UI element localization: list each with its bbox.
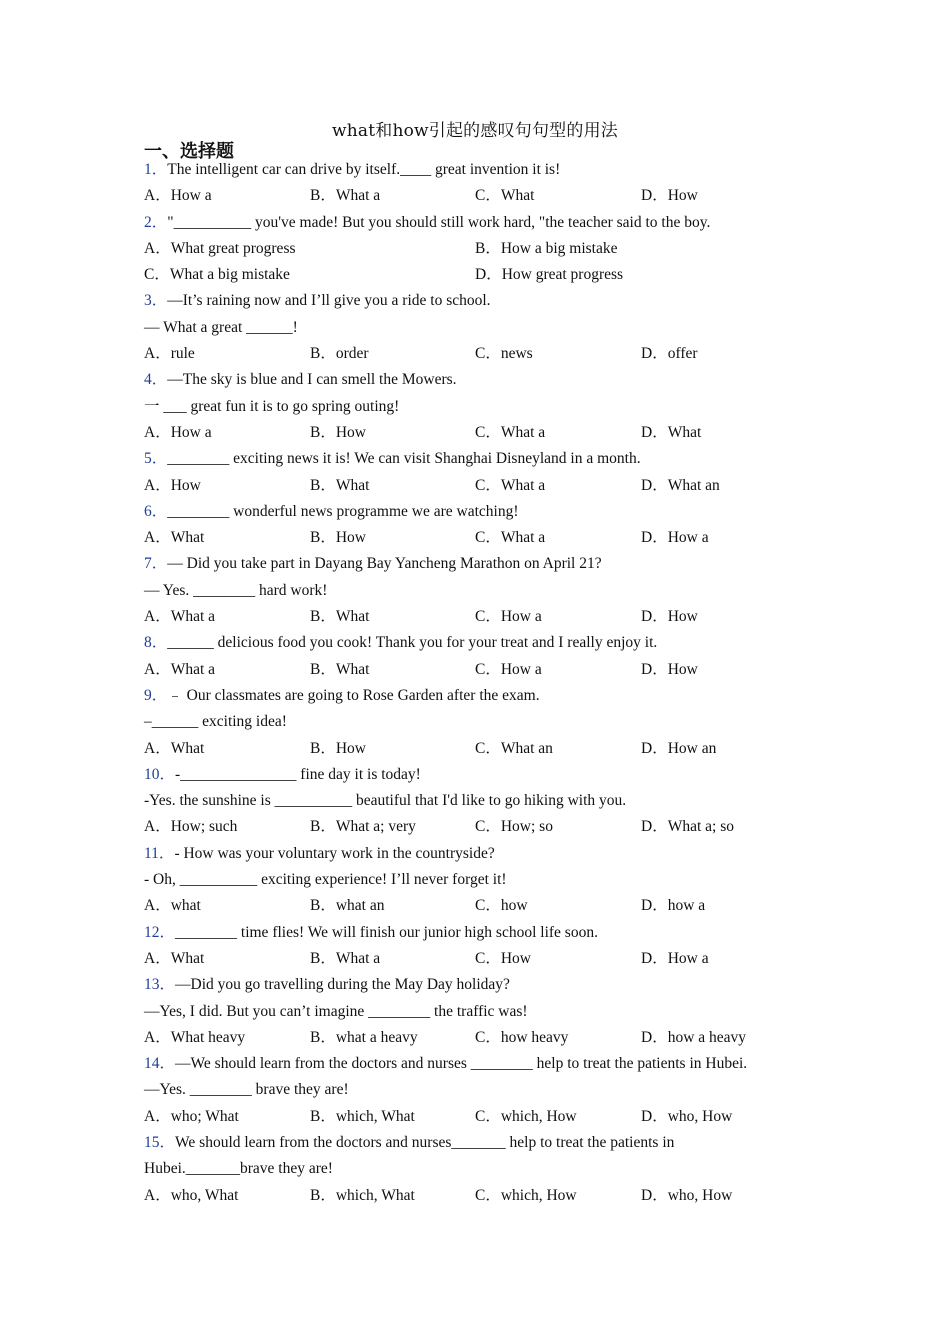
question-dialogue-line: [144, 709, 824, 735]
answer-option[interactable]: C．which, How: [475, 1186, 577, 1204]
question-text: -Yes. the sunshine is __________ beautiful that I'd like to go hiking with you.: [144, 792, 627, 810]
answer-option[interactable]: D．How an: [641, 739, 717, 757]
answer-option[interactable]: A．what: [144, 897, 201, 915]
answer-option[interactable]: B．which, What: [310, 1107, 415, 1125]
question-stem: [144, 1051, 824, 1077]
answer-option[interactable]: D．how a heavy: [641, 1028, 747, 1046]
answer-option[interactable]: C．How a: [475, 608, 542, 626]
question-number: 11．: [144, 844, 175, 862]
answer-option[interactable]: C．How; so: [475, 818, 553, 836]
question-number: 9．: [144, 686, 168, 704]
answer-option[interactable]: A．How; such: [144, 818, 238, 836]
answer-options-row: [144, 236, 824, 262]
question-item: [144, 683, 824, 762]
question-stem: [144, 551, 824, 577]
question-stem: [144, 841, 824, 867]
answer-option[interactable]: B．What: [310, 660, 370, 678]
answer-option[interactable]: B．which, What: [310, 1186, 415, 1204]
answer-options-row: [144, 183, 824, 209]
answer-option[interactable]: D．What an: [641, 476, 720, 494]
question-stem: [144, 499, 824, 525]
question-text: –______ exciting idea!: [144, 713, 287, 731]
answer-option[interactable]: C．which, How: [475, 1107, 577, 1125]
question-stem: [144, 972, 824, 998]
question-text: ________ time flies! We will finish our junior high school life soon.: [175, 923, 598, 941]
answer-option[interactable]: D．How: [641, 660, 698, 678]
question-text: —We should learn from the doctors and nurses ________ help to treat the patients in Hubei.: [175, 1055, 748, 1073]
question-number: 6．: [144, 502, 168, 520]
question-text: — Did you take part in Dayang Bay Yancheng Marathon on April 21?: [167, 555, 602, 573]
answer-option[interactable]: A．What: [144, 949, 205, 967]
question-dialogue-line: [144, 315, 824, 341]
question-item: [144, 920, 824, 973]
question-stem: [144, 288, 824, 314]
answer-option[interactable]: A．who, What: [144, 1186, 239, 1204]
question-text: ______ delicious food you cook! Thank you for your treat and I really enjoy it.: [167, 634, 658, 652]
question-item: [144, 551, 824, 630]
question-stem: [144, 1130, 824, 1156]
question-number: 4．: [144, 371, 168, 389]
answer-options-row: [144, 604, 824, 630]
answer-option[interactable]: C．What a big mistake: [144, 266, 290, 284]
question-dialogue-line: [144, 578, 824, 604]
answer-option[interactable]: B．How a big mistake: [475, 239, 618, 257]
question-item: [144, 367, 824, 446]
question-text: 一 ___ great fun it is to go spring outing!: [144, 397, 400, 415]
answer-option[interactable]: A．What a: [144, 608, 216, 626]
question-dialogue-line: [144, 867, 824, 893]
question-text: — What a great ______!: [144, 318, 298, 336]
answer-option[interactable]: B．What a: [310, 187, 381, 205]
answer-options-row: [144, 262, 824, 288]
answer-option[interactable]: A．who; What: [144, 1107, 239, 1125]
question-stem: [144, 210, 824, 236]
answer-options-row: [144, 814, 824, 840]
answer-option[interactable]: B．How: [310, 423, 366, 441]
question-text: ________ exciting news it is! We can visit Shanghai Disneyland in a month.: [167, 450, 641, 468]
question-number: 14．: [144, 1055, 176, 1073]
question-stem: [144, 367, 824, 393]
answer-option[interactable]: D．how a: [641, 897, 706, 915]
question-number: 13．: [144, 976, 176, 994]
answer-option[interactable]: B．How: [310, 529, 366, 547]
question-text: —Did you go travelling during the May Day holiday?: [175, 976, 510, 994]
answer-option[interactable]: D．How a: [641, 529, 709, 547]
answer-options-row: [144, 473, 824, 499]
question-item: [144, 762, 824, 841]
question-item: [144, 841, 824, 920]
answer-option[interactable]: B．What: [310, 608, 370, 626]
question-number: 7．: [144, 555, 168, 573]
question-dialogue-line: [144, 394, 824, 420]
answer-option[interactable]: C．What an: [475, 739, 553, 757]
question-text: The intelligent car can drive by itself.____ great invention it is!: [167, 161, 561, 178]
answer-option[interactable]: C．How a: [475, 660, 542, 678]
answer-option[interactable]: B．what an: [310, 897, 385, 915]
answer-option[interactable]: C．how: [475, 897, 528, 915]
answer-option[interactable]: C．What a: [475, 529, 546, 547]
answer-option[interactable]: D．who, How: [641, 1107, 733, 1125]
answer-options-row: [144, 1183, 824, 1209]
question-text: ________ wonderful news programme we are watching!: [167, 502, 519, 520]
answer-option[interactable]: A．rule: [144, 345, 195, 363]
question-number: 10．: [144, 765, 176, 783]
answer-options-row: [144, 1025, 824, 1051]
question-item: [144, 630, 824, 683]
answer-options-row: [144, 525, 824, 551]
question-text: Hubei._______brave they are!: [144, 1160, 333, 1178]
answer-option[interactable]: C．What: [475, 187, 535, 205]
question-item: [144, 210, 824, 289]
answer-option[interactable]: A．What a: [144, 660, 216, 678]
question-stem: [144, 446, 824, 472]
question-item: [144, 288, 824, 367]
question-number: 15．: [144, 1133, 176, 1151]
question-text: —Yes. ________ brave they are!: [144, 1081, 349, 1099]
question-item: [144, 1051, 824, 1130]
answer-option[interactable]: D．How: [641, 187, 698, 205]
question-text: - Oh, __________ exciting experience! I’ll never forget it!: [144, 871, 507, 889]
question-text: "__________ you've made! But you should still work hard, "the teacher said to the boy.: [167, 213, 711, 231]
question-number: 12．: [144, 923, 176, 941]
answer-option[interactable]: A．What: [144, 529, 205, 547]
answer-options-row: [144, 946, 824, 972]
answer-option[interactable]: C．news: [475, 345, 533, 363]
answer-option[interactable]: A．How a: [144, 423, 212, 441]
question-text: —It’s raining now and I’ll give you a ride to school.: [167, 292, 491, 310]
answer-option[interactable]: D．How a: [641, 949, 709, 967]
answer-option[interactable]: A．How: [144, 476, 201, 494]
question-text: —Yes, I did. But you can’t imagine ________ the traffic was!: [144, 1002, 528, 1020]
answer-option[interactable]: C．how heavy: [475, 1028, 569, 1046]
question-dialogue-line: [144, 788, 824, 814]
answer-option[interactable]: D．What: [641, 423, 702, 441]
answer-option[interactable]: D．What a; so: [641, 818, 734, 836]
question-dialogue-line: [144, 1156, 824, 1182]
answer-option[interactable]: B．What a; very: [310, 818, 416, 836]
question-number: 3．: [144, 292, 168, 310]
answer-option[interactable]: A．What great progress: [144, 239, 296, 257]
answer-option[interactable]: D．offer: [641, 345, 698, 363]
question-dialogue-line: [144, 999, 824, 1025]
answer-option[interactable]: A．How a: [144, 187, 212, 205]
answer-option[interactable]: D．How: [641, 608, 698, 626]
answer-option[interactable]: B．What: [310, 476, 370, 494]
answer-option[interactable]: A．What: [144, 739, 205, 757]
answer-options-row: [144, 736, 824, 762]
question-text: We should learn from the doctors and nurses_______ help to treat the patients in: [175, 1133, 675, 1151]
answer-option[interactable]: B．What a: [310, 949, 381, 967]
answer-options-row: [144, 420, 824, 446]
question-stem: [144, 630, 824, 656]
question-stem: [144, 157, 824, 183]
answer-option[interactable]: B．How: [310, 739, 366, 757]
answer-option[interactable]: C．What a: [475, 476, 546, 494]
question-item: [144, 446, 824, 499]
answer-option[interactable]: C．What a: [475, 423, 546, 441]
question-item: [144, 1130, 824, 1209]
question-text: ﹣ Our classmates are going to Rose Garden after the exam.: [167, 686, 540, 704]
answer-options-row: [144, 657, 824, 683]
answer-options-row: [144, 1104, 824, 1130]
question-item: [144, 972, 824, 1051]
question-dialogue-line: [144, 1077, 824, 1103]
question-number: 2．: [144, 213, 168, 231]
question-text: - How was your voluntary work in the countryside?: [174, 844, 495, 862]
question-text: — Yes. ________ hard work!: [144, 581, 328, 599]
section-heading: 一、选择题: [144, 141, 234, 162]
question-stem: [144, 762, 824, 788]
answer-option[interactable]: A．What heavy: [144, 1028, 246, 1046]
answer-option[interactable]: B．order: [310, 345, 369, 363]
question-text: —The sky is blue and I can smell the Mowers.: [167, 371, 457, 389]
question-item: [144, 499, 824, 552]
question-stem: [144, 920, 824, 946]
answer-option[interactable]: D．who, How: [641, 1186, 733, 1204]
question-number: 1．: [144, 161, 168, 178]
answer-option[interactable]: C．How: [475, 949, 531, 967]
answer-options-row: [144, 341, 824, 367]
document-title: what和how引起的感叹句句型的用法: [331, 121, 618, 141]
question-number: 5．: [144, 450, 168, 468]
question-item: [144, 157, 824, 210]
question-number: 8．: [144, 634, 168, 652]
answer-option[interactable]: D．How great progress: [475, 266, 624, 284]
answer-options-row: [144, 893, 824, 919]
answer-option[interactable]: B．what a heavy: [310, 1028, 418, 1046]
question-text: -_______________ fine day it is today!: [175, 765, 421, 783]
question-list: [144, 157, 824, 1209]
question-stem: [144, 683, 824, 709]
